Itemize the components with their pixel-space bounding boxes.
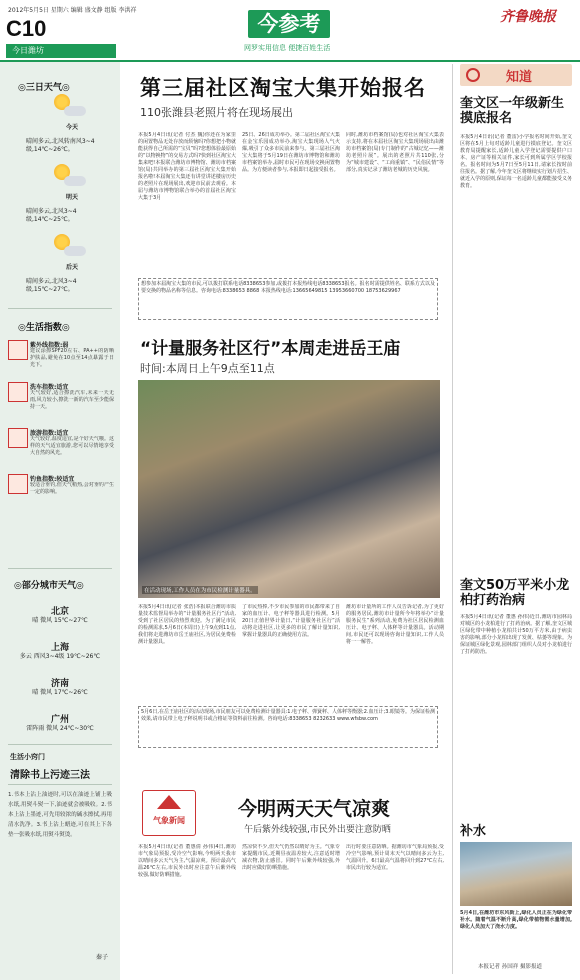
bottom-story-title: 今明两天天气凉爽 <box>238 798 391 820</box>
zhidao-banner <box>460 64 572 86</box>
day-label: 明天 <box>66 194 79 201</box>
divider <box>8 784 112 785</box>
right-story1-title: 奎文区一年级新生摸底报名 <box>460 96 565 126</box>
top-story-col2: 25日、26日成功举办。第二届社区淘宝大集在金宝乐园成功举办,淘宝大集现场人气火爆,吸引了众多市民前来参与。第三届社区淘宝大集将于5月19日在潍坊市博物馆和潍坊市档案馆举办,届时市民可在现场交换闲置物品。为方便读者参与,本报即日起接受报名。 <box>242 132 340 173</box>
life-index-title: ◎生活指数◎ <box>18 323 70 333</box>
city-forecast: 晴 微风 15℃~27℃ <box>32 617 88 624</box>
fishing-icon <box>8 474 28 494</box>
travel-icon <box>8 428 28 448</box>
weather-news-label: 气象新闻 <box>153 816 185 825</box>
cities-weather-title: ◎部分城市天气◎ <box>14 581 84 591</box>
section-tab-label: 今日潍坊 <box>12 46 44 55</box>
index-name: 洗车指数:适宜 <box>30 384 69 391</box>
index-name: 旅游指数:适宜 <box>30 430 69 437</box>
uv-icon <box>8 340 28 360</box>
news-photo <box>138 380 440 598</box>
right-photo-title: 补水 <box>460 824 487 839</box>
tip-title: 清除书上污迹三法 <box>10 770 90 781</box>
weather-section-title: ◎三日天气◎ <box>18 83 70 93</box>
day-label: 后天 <box>66 264 79 271</box>
index-name: 钓鱼指数:较适宜 <box>30 476 75 483</box>
top-story-subtitle: 110张潍县老照片将在现场展出 <box>140 106 293 119</box>
section-tab <box>6 44 116 58</box>
right-photo-credit: 本报记者 孙国祥 摄影报道 <box>478 964 542 970</box>
top-story-col3: 同时,潍坊市档案馆(局)也对社区淘宝大集表示支持,将在本届社区淘宝大集现场展出由潍坊市档案馆(局)专门制作的“古城记忆——潍坊老照片展”。展出的老照片共110张,分为“城市建设”、“工商重镇”、“民俗民情”等部分,真实记录了潍坊老城的历史风貌。 <box>346 132 444 173</box>
divider <box>8 308 112 309</box>
city-name: 广州 <box>50 715 69 725</box>
mid-story-title: “计量服务社区行”本周走进岳王庙 <box>140 339 401 359</box>
city-name: 上海 <box>50 643 69 653</box>
cloud-icon <box>64 176 86 186</box>
day-forecast: 晴间多云,北风3~4级,15℃~27℃。 <box>26 278 77 293</box>
right-story2-title: 奎文50万平米小龙柏打药治病 <box>460 578 570 608</box>
day-forecast: 晴间多云,北风3~4级,14℃~25℃。 <box>26 208 77 223</box>
bottom-story-col2: 然凉快不少,但天气仍然以晴好为主。气象专家提醒市民,近期昼夜温差较大,注意适时增减衣物,防止感冒。同时午后紫外线较强,外出时应做好防晒措施。 <box>242 844 340 871</box>
right-story1-text: 本报5月4日讯(记者 董雷)小学报名时间开始,奎文区将在5月上旬对适龄儿童进行摸底登记。奎文区教育局提醒家长,适龄儿童入学登记需要提供户口本、房产证等相关证件,家长可到所属学区学校报名。报名时间为5月7日至5月11日,请家长按时前往报名。据了解,今年奎文区将继续实行划片招生、就近入学的原则,保证每一名适龄儿童都能接受义务教育。 <box>460 134 572 189</box>
top-story-col1: 本报5月4日讯(记者 付杰 魏)你还在为家里的闲置物品无处存放而烦恼吗?你想把小物就能获得自己所需的“宝贝”吗?您想体验最原始的“以物换物”的交易方式吗?快到社区淘宝大集来吧!本报联合潍坊市博物馆、潍坊市档案馆(局)共同举办的第三届社区淘宝大集开始报名啦!本届淘宝大集还有讲堂讲述楼房历史的老照片在现场展出,欢迎市民前去观看。本届与潍坊市博物馆联合举办的首届社区淘宝大集于3月 <box>138 132 236 201</box>
masthead-slogan: 网罗实用信息 便捷百姓生活 <box>244 44 331 52</box>
right-story2-text: 本报5月4日讯(记者 董惠 孙伟)近日,潍坊市园林局对城区的小龙柏进行了打药治病。据了解,奎文区城区绿化带中种植小龙柏共计50万平方米,由于病虫害的影响,部分小龙柏出现了发黄、枯萎等现象。为保证城区绿化景观,园林部门组织人员对小龙柏进行了打药防治。 <box>460 614 572 655</box>
index-name: 紫外线指数:弱 <box>30 342 69 349</box>
page-code: C10 <box>6 16 47 41</box>
mid-story-col1: 本报5月4日讯(记者 张浩)本报联合潍坊市质量技术监督局举办的“计量服务社区行”活动,受到了社区居民的热烈欢迎。为了满足市民的检测需求,5月6日(本周日)上午9点到11点,我们将走进潍坊市岳王庙社区,为居民免费检测计量器具。 <box>138 604 236 645</box>
umbrella-icon <box>157 795 181 809</box>
cloud-icon <box>64 246 86 256</box>
paper-name-logo: 齐鲁晚报 <box>500 9 556 25</box>
mid-story-col2: 了市民热捧,不少市民参加的市民都带来了自家的血压计、电子秤等器具进行检测。5月20日正值世界计量日,“计量服务社区行”活动将走进社区,让更多的市民了解计量知识,掌握计量器具的正确使用方法。 <box>242 604 340 638</box>
index-text: 天气较好,适合擦洗汽车,未来一天无雨,风力较小,擦洗一新的汽车至少能保持一天。 <box>30 390 114 410</box>
day-forecast: 晴间多云,北风转南风3~4级,14℃~26℃。 <box>26 138 95 153</box>
watering-photo <box>460 842 572 906</box>
bottom-story-subtitle: 午后紫外线较强,市民外出要注意防晒 <box>244 825 391 835</box>
mid-story-notice: 5月6日,在岳王庙社区的活动现场,市民朋友可以免费检测计量器具:1.电子秤、弹簧秤、人体秤等衡器;2.血压计;3.眼镜等。为保证检测效果,请市民带上电子秤说明书或合格证等资料前往检测。咨询电话:8338653 8232633 www.wfsbw.com <box>138 706 438 748</box>
index-text: 建议涂擦SPF20左右、PA++的防晒护肤品,避免在10点至14点暴露于日光下。 <box>30 348 114 368</box>
tip-text: 1.书本上沾上油迹时,可以在油迹上铺上吸水纸,用熨斗熨一下,油迹就会被吸收。2.书本上沾上墨迹,可先用较浓的碱水擦拭,再用清水洗净。3.书上沾上蜡迹,可在其上下各垫一张吸水纸,用熨斗熨烫。 <box>8 792 112 838</box>
weather-news-badge <box>142 790 196 836</box>
divider <box>8 568 112 569</box>
index-text: 天气较好,温度适宜,是个好天气哦。这样的天气适宜旅游,您可以尽情地享受大自然的风光。 <box>30 436 114 456</box>
top-story-title: 第三届社区淘宝大集开始报名 <box>140 76 426 100</box>
bottom-story-col1: 本报5月4日讯(记者 董惠倩 孙伟)4日,潍坊市气象局预报,受冷空气影响,今明两天我市以晴间多云天气为主,气温凉爽。预计最高气温26℃左右,市民外出时应注意午后紫外线较强,做好防晒措施。 <box>138 844 236 878</box>
masthead-title: 今参考 <box>257 12 321 36</box>
tip-author: 秦子 <box>96 954 109 961</box>
car-wash-icon <box>8 382 28 402</box>
divider <box>8 744 112 745</box>
top-story-notice: 想参加本届淘宝大集的市民,可以拨打联系电话8338653参加,或拨打本报热线电话8338653报名。报名时需提供姓名、联系方式以及要交换的物品名称等信息。咨询电话:8338653 8868 本报热线电话:13665649815 13953660700 18753629967 <box>138 278 438 320</box>
mid-story-subtitle: 时间:本周日上午9点至11点 <box>140 362 275 375</box>
masthead-box <box>248 10 330 38</box>
zhidao-label: 知道 <box>506 70 533 85</box>
city-forecast: 晴 微风 17℃~26℃ <box>32 689 88 696</box>
header-date-line: 2012年5月5日 星期六 编辑 盛文静 组版 李洪祥 <box>8 7 137 14</box>
city-forecast: 雷阵雨 微风 24℃~30℃ <box>26 725 94 732</box>
city-name: 济南 <box>50 679 69 689</box>
right-column-divider <box>452 64 453 974</box>
city-forecast: 多云 西风3~4级 19℃~26℃ <box>19 653 101 660</box>
city-name: 北京 <box>50 607 69 617</box>
index-text: 较适合垂钓,但天气稍热,会对垂钓产生一定的影响。 <box>30 482 114 495</box>
magnifier-icon <box>466 68 480 82</box>
tip-label: 生活小窍门 <box>10 753 45 761</box>
right-photo-caption: 5月4日,在潍坊市东风街上,绿化人员正在为绿化带补水。随着气温不断升高,绿化带植物需水量增加,绿化人员加大了浇水力度。 <box>460 910 572 930</box>
cloud-icon <box>64 106 86 116</box>
mid-story-col3: 潍坊市计量所的工作人员告诉记者,为了更好的服务居民,潍坊市计量所今年将举办“计量服务民生”系列活动,免费为社区居民检测血压计、电子秤、人体秤等计量器具。活动期间,市民还可以现场咨询计量知识,工作人员将一一解答。 <box>346 604 444 645</box>
day-label: 今天 <box>66 124 79 131</box>
bottom-story-col3: 出行时要注意防晒。据潍坊市气象局预报,受冷空气影响,预计周末天气以晴间多云为主,气温回升。6日最高气温将回升到27℃左右,市民出行较为适宜。 <box>346 844 444 871</box>
photo-caption: 在活动现场,工作人员在为市民检测计量器具。 <box>144 588 256 594</box>
